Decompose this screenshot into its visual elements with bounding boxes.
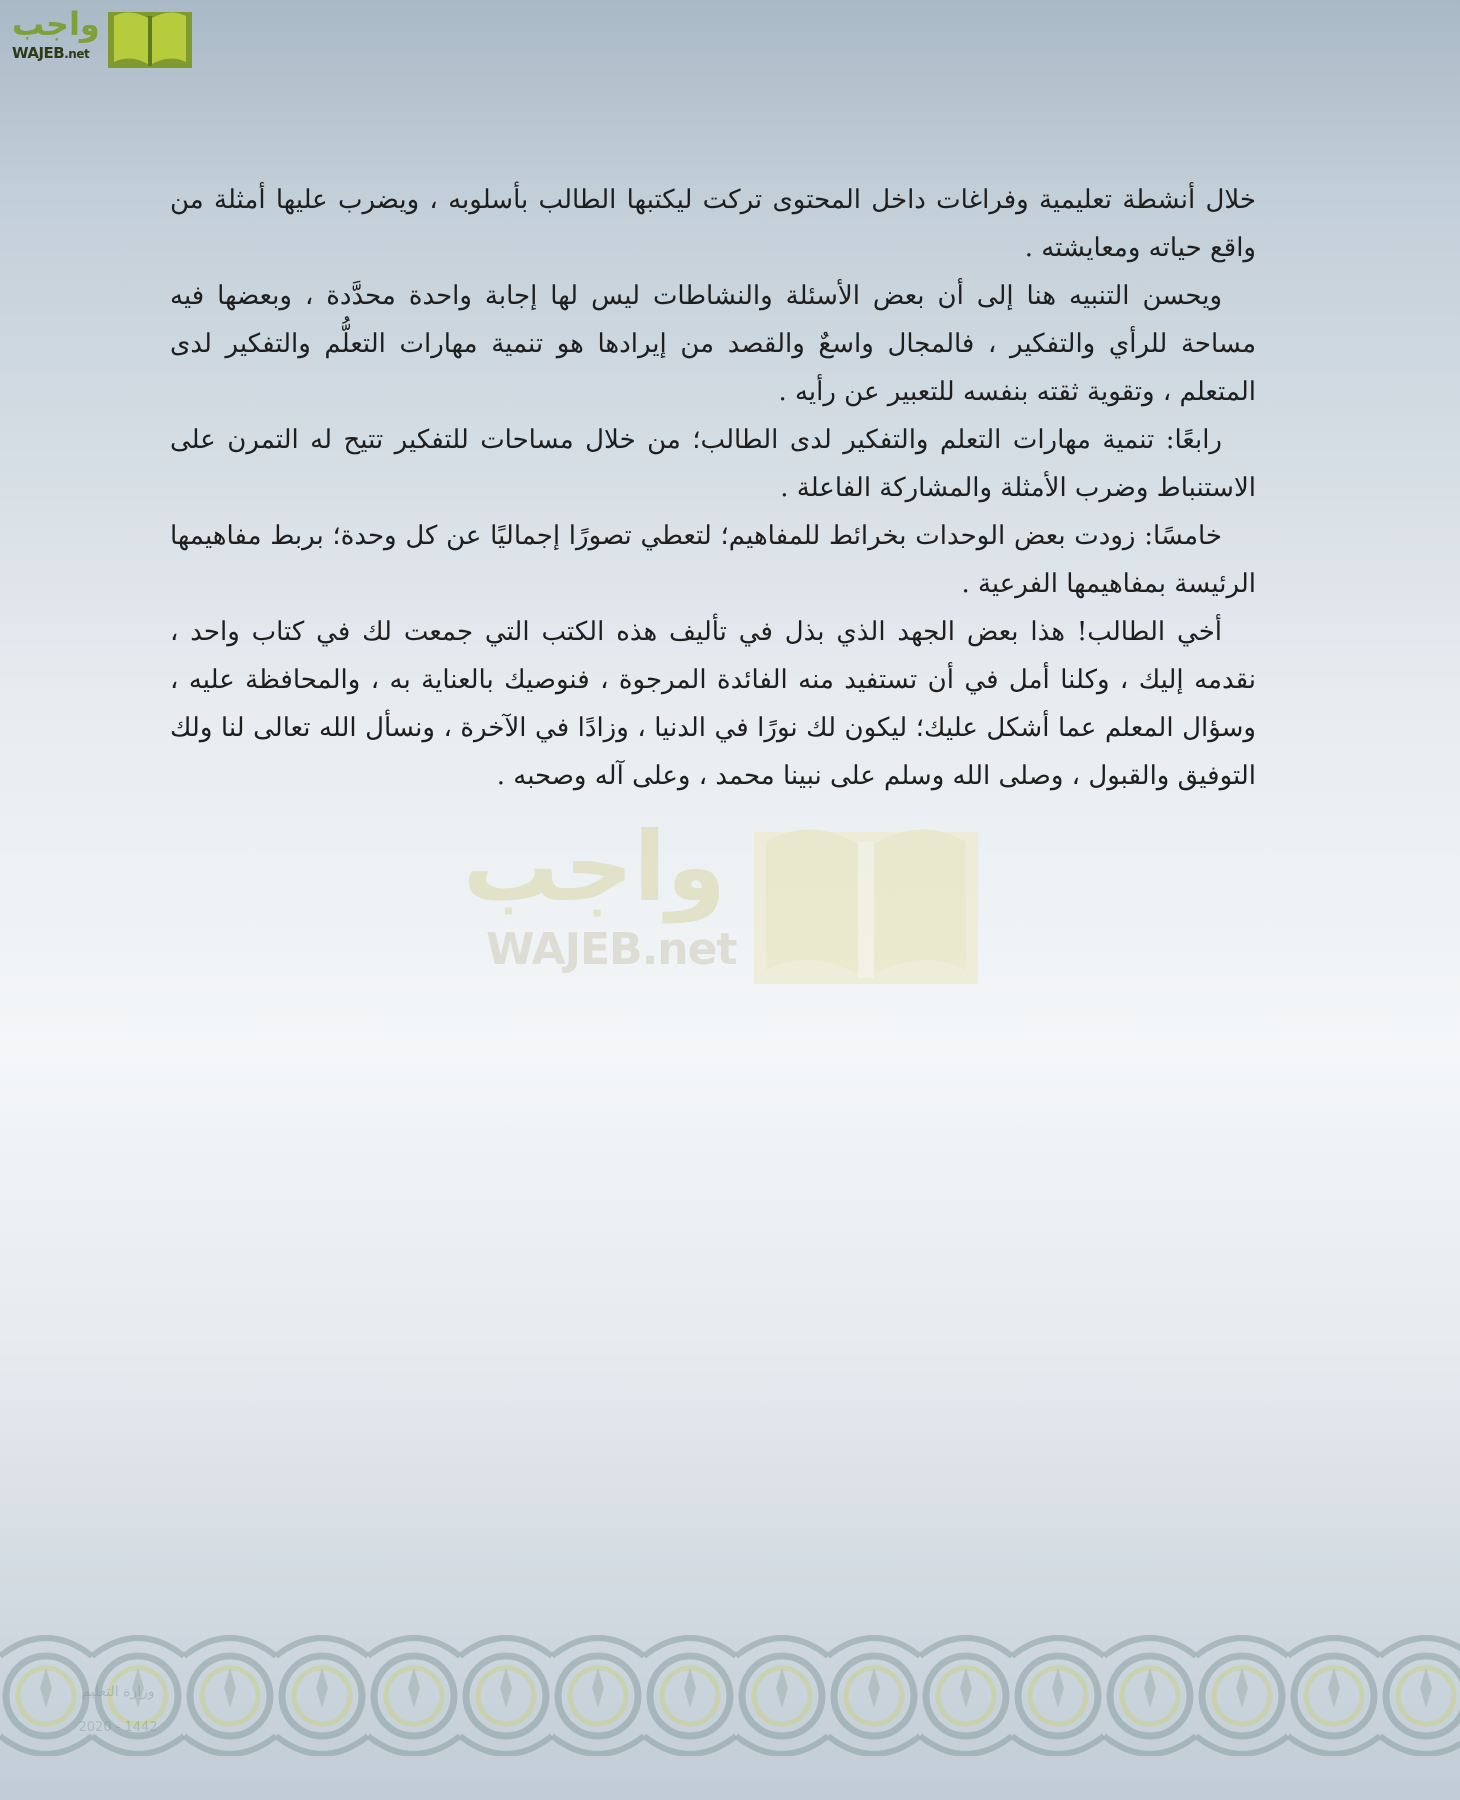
ministry-year: 2020 - 1442 <box>78 1720 158 1735</box>
logo-latin-main: WAJEB <box>12 44 65 62</box>
site-logo[interactable] <box>8 4 194 68</box>
ministry-emblem <box>48 1648 188 1748</box>
ministry-name: وزارة التعليم <box>81 1684 155 1700</box>
document-body <box>170 176 1256 800</box>
watermark-latin-text: WAJEB.net <box>486 924 737 975</box>
watermark <box>462 811 980 988</box>
paragraph-4: خامسًا: زودت بعض الوحدات بخرائط للمفاهيم؛ لتعطي تصورًا إجماليًا عن كل وحدة؛ بربط مفاهيمها الرئيسة بمفاهيمها الفرعية . <box>170 521 1256 599</box>
paragraph-3: رابعًا: تنمية مهارات التعلم والتفكير لدى الطالب؛ من خلال مساحات للتفكير تتيح له التمرن على الاستنباط وضرب الأمثلة والمشاركة الفاعلة . <box>170 425 1256 503</box>
open-book-icon <box>754 814 978 984</box>
open-book-icon <box>108 6 192 68</box>
paragraph-2: ويحسن التنبيه هنا إلى أن بعض الأسئلة والنشاطات ليس لها إجابة واحدة محدَّدة ، وبعضها فيه مساحة للرأي والتفكير ، فالمجال واسعٌ والقصد من إيرادها هو تنمية مهارات التعلُّم والتفكير لدى المتعلم ، وتقوية ثقته بنفسه للتعبير عن رأيه . <box>170 281 1256 407</box>
paragraph-1: خلال أنشطة تعليمية وفراغات داخل المحتوى تركت ليكتبها الطالب بأسلوبه ، ويضرب عليها أمثلة من واقع حياته ومعايشته . <box>170 185 1256 263</box>
decorative-border-ornament <box>0 1626 1460 1756</box>
logo-latin-text <box>12 44 89 63</box>
logo-arabic-text: واجب <box>12 5 100 43</box>
watermark-arabic-text: واجب <box>462 811 726 923</box>
logo-latin-suffix: .net <box>64 47 90 61</box>
paragraph-5: أخي الطالب! هذا بعض الجهد الذي بذل في تأليف هذه الكتب التي جمعت لك في كتاب واحد ، نقدمه إليك ، وكلنا أمل في أن تستفيد منه الفائدة المرجوة ، فنوصيك بالعناية به ، والمحافظة عليه ، وسؤال المعلم عما أشكل عليك؛ ليكون لك نورًا في الدنيا ، وزادًا في الآخرة ، ونسأل الله تعالى لنا ولك التوفيق والقبول ، وصلى الله وسلم على نبينا محمد ، وعلى آله وصحبه . <box>170 617 1256 791</box>
